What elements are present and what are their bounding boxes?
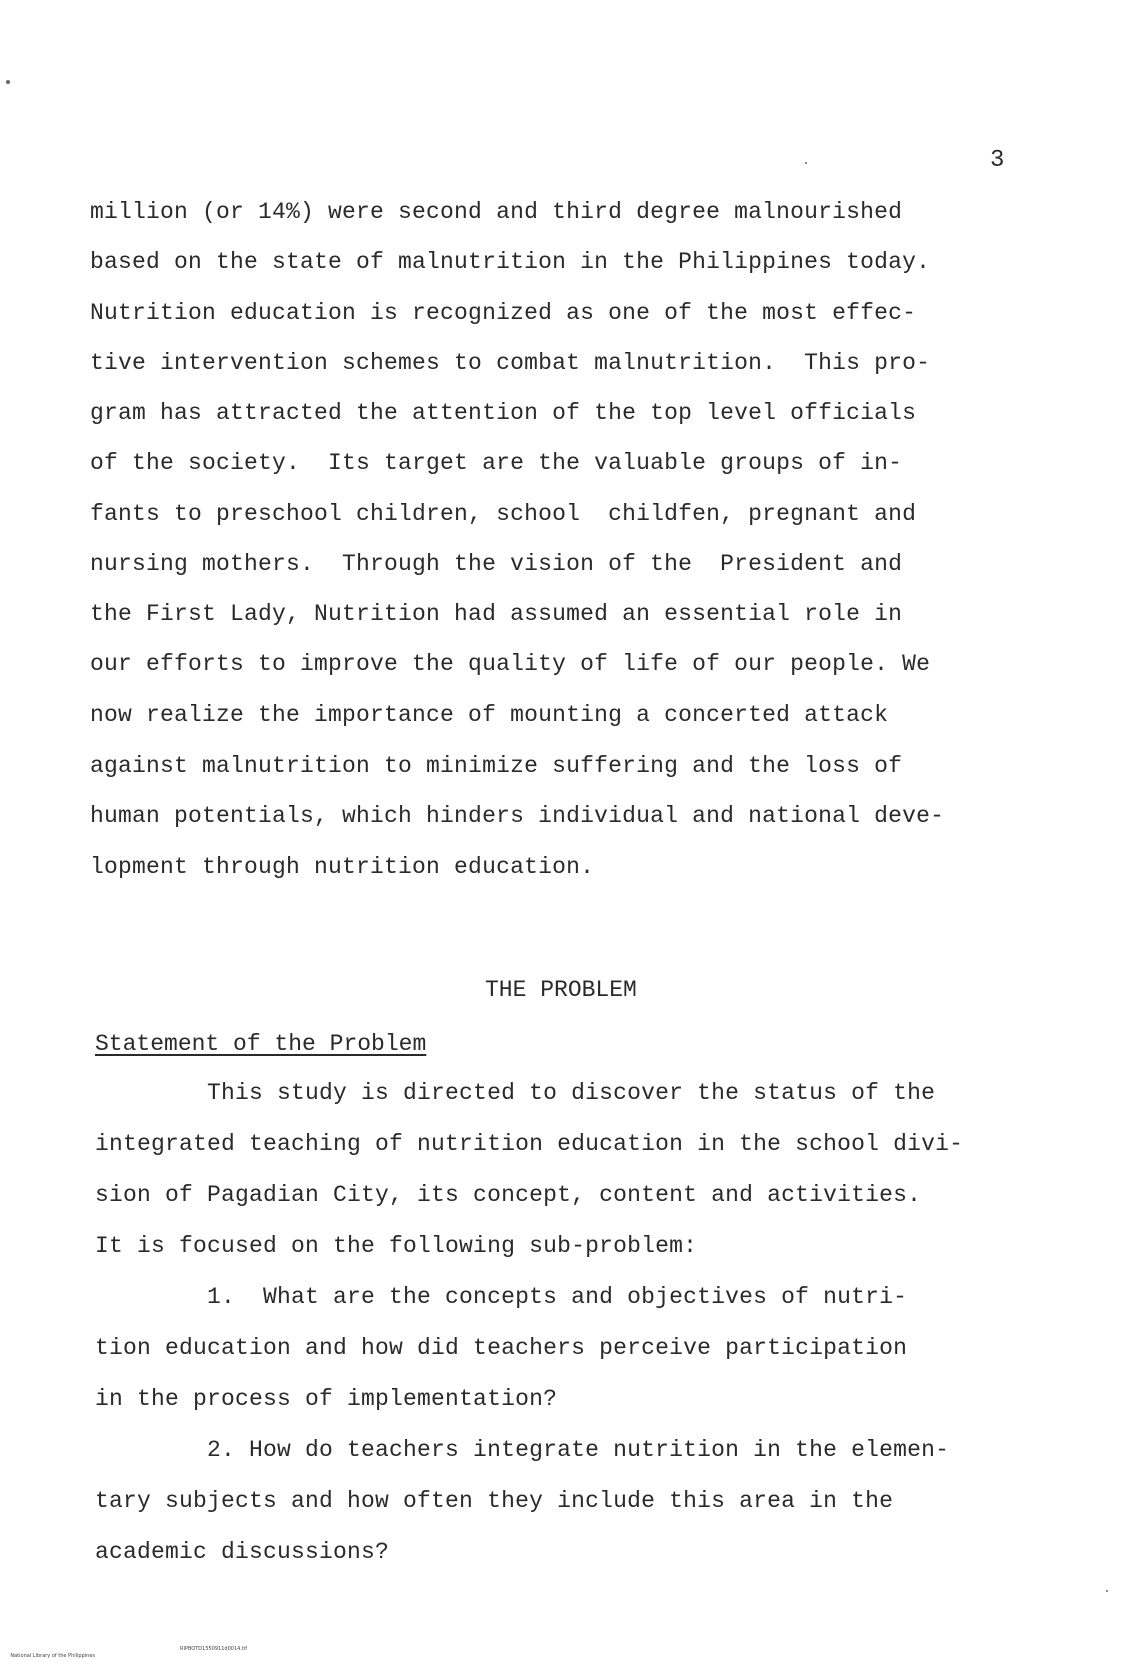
- subheading: Statement of the Problem: [95, 1031, 427, 1057]
- section-heading: THE PROBLEM: [485, 977, 637, 1003]
- text-line: against malnutrition to minimize suffering and the loss of: [90, 753, 903, 779]
- page-number: 3: [990, 147, 1005, 174]
- text-line: human potentials, which hinders individual and national deve-: [90, 803, 945, 829]
- text-line: gram has attracted the attention of the top level officials: [90, 400, 917, 426]
- text-line: It is focused on the following sub-problem:: [95, 1233, 698, 1259]
- text-line: tion education and how did teachers perceive participation: [95, 1335, 908, 1361]
- text-line: of the society. Its target are the valuable groups of in-: [90, 450, 903, 476]
- text-line: This study is directed to discover the status of the: [95, 1080, 936, 1106]
- text-line: the First Lady, Nutrition had assumed an essential role in: [90, 601, 903, 627]
- text-line: based on the state of malnutrition in the Philippines today.: [90, 249, 931, 275]
- scan-footer: [4, 1646, 248, 1674]
- text-line: Nutrition education is recognized as one of the most effec-: [90, 300, 917, 326]
- footer-source: National Library of the Philippines: [10, 1653, 95, 1659]
- text-line: sion of Pagadian City, its concept, content and activities.: [95, 1182, 922, 1208]
- text-line: academic discussions?: [95, 1539, 390, 1565]
- text-line: tive intervention schemes to combat malnutrition. This pro-: [90, 350, 931, 376]
- scan-speck: [6, 80, 10, 84]
- text-line: tary subjects and how often they include this area in the: [95, 1488, 894, 1514]
- text-line: nursing mothers. Through the vision of the President and: [90, 551, 903, 577]
- text-line: in the process of implementation?: [95, 1386, 558, 1412]
- scan-speck: [805, 162, 807, 164]
- text-line: 2. How do teachers integrate nutrition in the elemen-: [95, 1437, 950, 1463]
- text-line: fants to preschool children, school childfen, pregnant and: [90, 501, 917, 527]
- text-line: lopment through nutrition education.: [90, 854, 595, 880]
- text-line: million (or 14%) were second and third degree malnourished: [90, 199, 903, 225]
- scan-speck: [1106, 1590, 1108, 1592]
- text-line: 1. What are the concepts and objectives of nutri-: [95, 1284, 908, 1310]
- text-line: integrated teaching of nutrition education in the school divi-: [95, 1131, 964, 1157]
- footer-file: RIPBOTD1550911d0014.tif: [180, 1646, 248, 1652]
- text-line: now realize the importance of mounting a concerted attack: [90, 702, 889, 728]
- text-line: our efforts to improve the quality of life of our people. We: [90, 651, 931, 677]
